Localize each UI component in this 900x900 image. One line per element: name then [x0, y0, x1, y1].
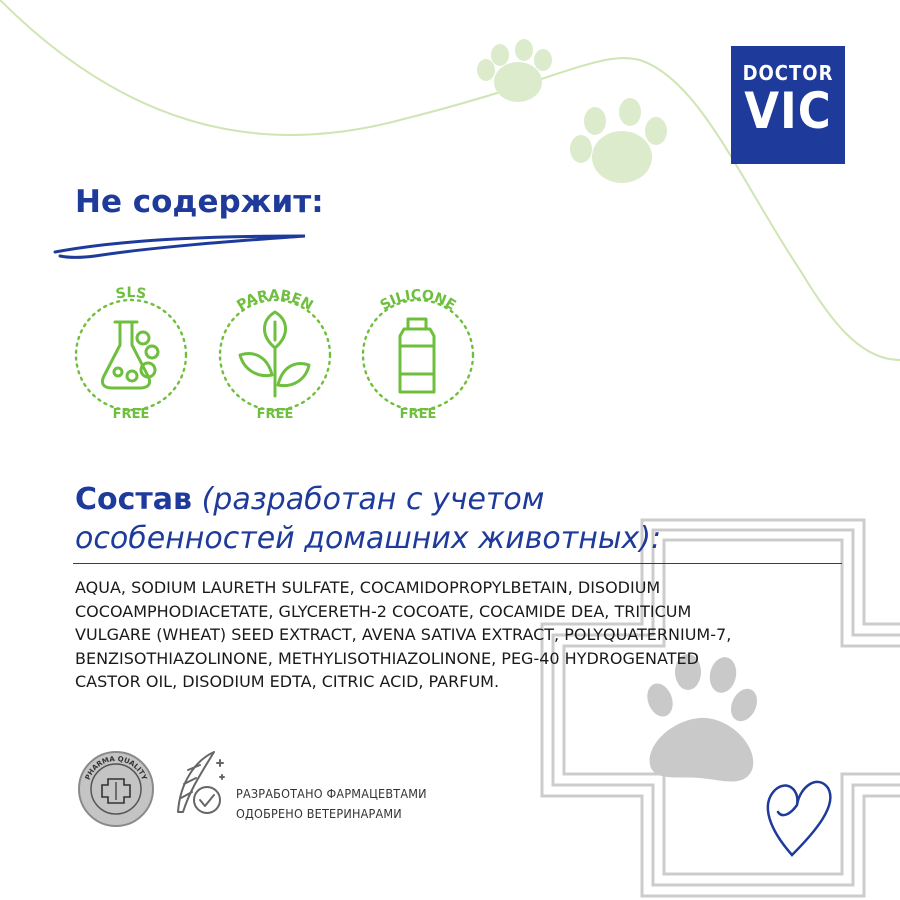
paraben-badge-top-label: PARABEN: [234, 287, 316, 314]
feather-check-icon: [178, 752, 224, 813]
composition-title: [75, 480, 835, 558]
silicone-badge-bottom-label: FREE: [399, 407, 437, 422]
free-of-badges: [0, 270, 540, 450]
ingredients-line: COCOAMPHODIACETATE, GLYCERETH-2 COCOATE, COCAMIDE DEA, TRITICUM: [75, 601, 692, 621]
sls-badge-ring: [76, 300, 186, 410]
footer-note-line2: ОДОБРЕНО ВЕТЕРИНАРАМИ: [236, 806, 402, 821]
divider-line: [73, 563, 842, 564]
pharma-quality-seal-icon: [79, 752, 153, 826]
brand-logo: [731, 46, 845, 164]
ingredients-list: [75, 576, 835, 694]
free-of-title: Не содержит:: [75, 184, 324, 220]
paw-print-small-icon: [477, 39, 552, 102]
footer-note: [236, 784, 427, 824]
tube-icon: [400, 319, 434, 392]
footer-icons: [70, 740, 230, 840]
ingredients-line: CASTOR OIL, DISODIUM EDTA, CITRIC ACID, PARFUM.: [75, 672, 500, 691]
paraben-badge-bottom-label: FREE: [256, 407, 294, 422]
composition-title-note-line2: особенностей домашних животных):: [75, 521, 662, 556]
composition-title-bold: Состав: [75, 482, 193, 517]
svg-text:PHARMA QUALITY: PHARMA QUALITY: [83, 754, 149, 782]
sls-badge-bottom-label: FREE: [112, 407, 150, 422]
flask-icon: [102, 322, 158, 388]
paw-print-large-icon: [570, 98, 667, 183]
composition-title-note-line1: (разработан с учетом: [201, 482, 545, 517]
ingredients-line: BENZISOTHIAZOLINONE, METHYLISOTHIAZOLINONE, PEG-40 HYDROGENATED: [75, 648, 699, 668]
silicone-badge-top-label: SILICONE: [377, 287, 459, 314]
title-underline-swash: [55, 236, 305, 258]
sls-badge-top-label: SLS: [114, 285, 148, 303]
ingredients-line: AQUA, SODIUM LAURETH SULFATE, COCAMIDOPROPYLBETAIN, DISODIUM: [75, 578, 661, 597]
brand-logo-line1: DOCTOR: [742, 61, 834, 85]
ingredients-line: VULGARE (WHEAT) SEED EXTRACT, AVENA SATIVA EXTRACT, POLYQUATERNIUM-7,: [75, 625, 732, 644]
leaves-icon: [240, 312, 309, 396]
heart-icon: [768, 782, 831, 855]
brand-logo-line2: VIC: [744, 82, 832, 140]
footer-note-line1: РАЗРАБОТАНО ФАРМАЦЕВТАМИ: [236, 786, 427, 801]
